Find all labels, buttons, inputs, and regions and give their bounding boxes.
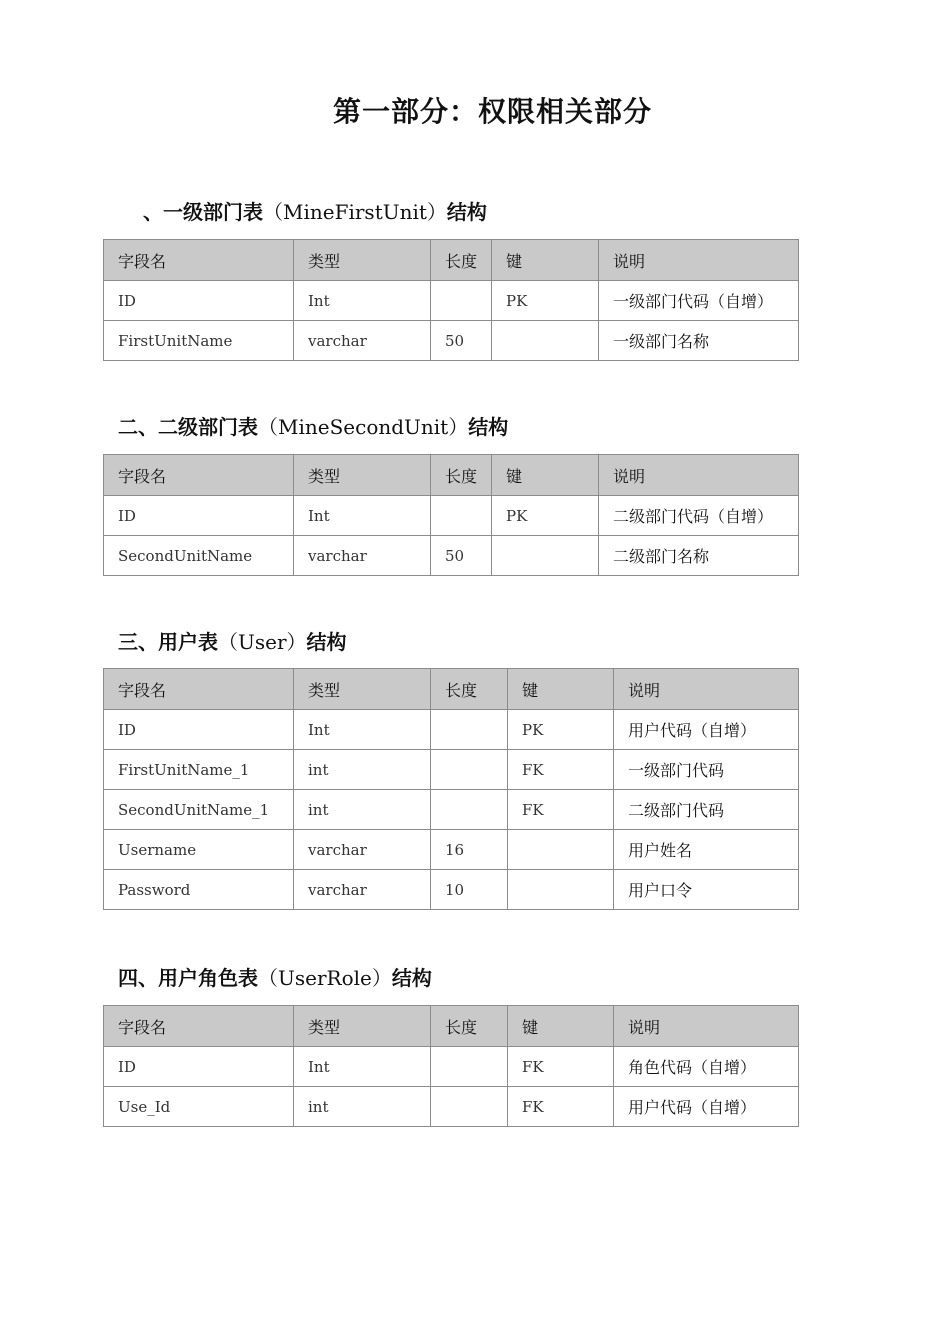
section-heading-user [118,626,347,655]
table-row [104,281,799,321]
table-row [104,830,799,870]
cell-desc: 角色代码（自增） [614,1047,799,1087]
cell-field: FirstUnitName_1 [104,750,294,790]
table-row [104,750,799,790]
cell-field: ID [104,710,294,750]
cell-type: varchar [294,536,431,576]
cell-length [431,281,492,321]
cell-desc: 一级部门代码 [614,750,799,790]
cell-length: 50 [431,321,492,361]
page-title: 第一部分：权限相关部分 [332,95,652,128]
table-header-row [104,455,799,496]
cell-length: 16 [431,830,508,870]
col-header-field: 字段名 [104,455,294,496]
cell-field: Username [104,830,294,870]
cell-desc: 用户代码（自增） [614,1087,799,1127]
table-row [104,710,799,750]
col-header-type: 类型 [294,455,431,496]
cell-desc: 二级部门代码 [614,790,799,830]
col-header-field: 字段名 [104,669,294,710]
heading-table-name: （MineSecondUnit） [258,415,469,439]
heading-table-name: （UserRole） [258,966,392,990]
col-header-desc: 说明 [614,669,799,710]
cell-length: 10 [431,870,508,910]
table-row [104,790,799,830]
table-row [104,1087,799,1127]
col-header-key: 键 [492,455,599,496]
table-mine-second-unit [103,454,799,576]
cell-desc: 用户代码（自增） [614,710,799,750]
heading-suffix: 结构 [306,630,347,654]
cell-field: FirstUnitName [104,321,294,361]
cell-desc: 用户姓名 [614,830,799,870]
cell-field: SecondUnitName [104,536,294,576]
cell-length [431,750,508,790]
col-header-length: 长度 [431,455,492,496]
cell-key: FK [508,790,614,830]
cell-key [492,536,599,576]
heading-suffix: 结构 [468,415,509,439]
cell-length [431,710,508,750]
cell-length [431,1087,508,1127]
heading-suffix: 结构 [391,966,432,990]
cell-key: FK [508,1047,614,1087]
cell-desc: 一级部门代码（自增） [599,281,799,321]
cell-length [431,496,492,536]
section-heading-first-unit [143,196,487,225]
col-header-field: 字段名 [104,240,294,281]
cell-type: Int [294,281,431,321]
cell-type: varchar [294,870,431,910]
col-header-type: 类型 [294,240,431,281]
cell-key: FK [508,750,614,790]
cell-key: PK [492,281,599,321]
col-header-key: 键 [508,669,614,710]
table-header-row [104,669,799,710]
col-header-key: 键 [492,240,599,281]
heading-prefix: 二、二级部门表 [118,415,258,439]
cell-desc: 二级部门名称 [599,536,799,576]
table-row [104,870,799,910]
col-header-type: 类型 [294,1006,431,1047]
cell-field: ID [104,281,294,321]
cell-key: PK [492,496,599,536]
col-header-field: 字段名 [104,1006,294,1047]
cell-length [431,1047,508,1087]
cell-key [508,870,614,910]
cell-field: ID [104,1047,294,1087]
col-header-desc: 说明 [599,240,799,281]
cell-desc: 二级部门代码（自增） [599,496,799,536]
cell-type: Int [294,1047,431,1087]
cell-type: varchar [294,321,431,361]
col-header-desc: 说明 [614,1006,799,1047]
cell-type: Int [294,496,431,536]
cell-field: SecondUnitName_1 [104,790,294,830]
table-header-row [104,1006,799,1047]
cell-field: Use_Id [104,1087,294,1127]
cell-type: int [294,750,431,790]
table-header-row [104,240,799,281]
heading-prefix: 、一级部门表 [143,200,263,224]
col-header-length: 长度 [431,1006,508,1047]
table-row [104,1047,799,1087]
cell-desc: 一级部门名称 [599,321,799,361]
cell-field: ID [104,496,294,536]
heading-prefix: 三、用户表 [118,630,218,654]
heading-prefix: 四、用户角色表 [118,966,258,990]
col-header-length: 长度 [431,669,508,710]
table-row [104,536,799,576]
cell-type: Int [294,710,431,750]
table-user-role [103,1005,799,1127]
table-user [103,668,799,910]
col-header-type: 类型 [294,669,431,710]
cell-type: varchar [294,830,431,870]
cell-field: Password [104,870,294,910]
col-header-length: 长度 [431,240,492,281]
table-mine-first-unit [103,239,799,361]
col-header-key: 键 [508,1006,614,1047]
cell-length [431,790,508,830]
cell-key: FK [508,1087,614,1127]
cell-key: PK [508,710,614,750]
table-row [104,496,799,536]
heading-suffix: 结构 [446,200,487,224]
cell-key [492,321,599,361]
cell-length: 50 [431,536,492,576]
cell-type: int [294,1087,431,1127]
cell-key [508,830,614,870]
table-row [104,321,799,361]
col-header-desc: 说明 [599,455,799,496]
heading-table-name: （MineFirstUnit） [263,200,447,224]
heading-table-name: （User） [218,630,307,654]
cell-desc: 用户口令 [614,870,799,910]
section-heading-user-role [118,962,432,991]
cell-type: int [294,790,431,830]
section-heading-second-unit [118,411,508,440]
